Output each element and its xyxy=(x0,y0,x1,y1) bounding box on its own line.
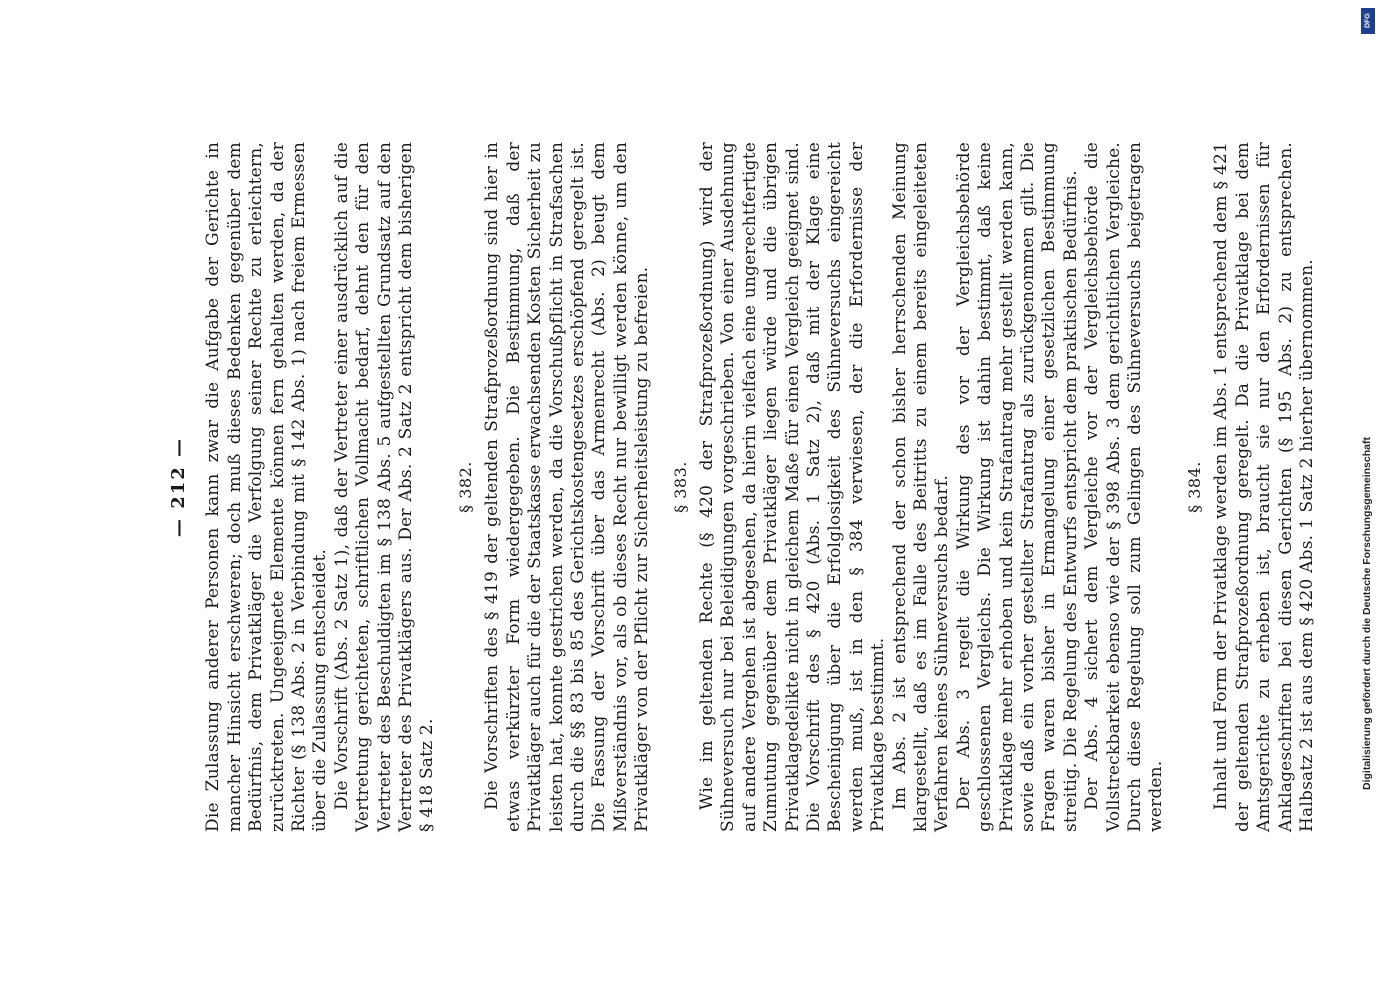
paragraph: Die Vorschriften des § 419 der geltenden Strafprozeßordnung sind hier in etwas verkürzter Form wiedergegeben. Die Bestimmung, daß der Privatkläger auch für die der Staatskasse erwachsenden Kosten Sicherheit zu leisten hat, konnte gestrichen werden, da die Vorschußpflicht in Strafsachen durch die §§ 83 bis 85 des Gerichtskostengesetzes erschöpfend geregelt ist. Die Fassung der Vorschrift über das Armenrecht (Abs. 2) beugt dem Mißverständnis vor, als ob dieses Recht nur bewilligt werden könne, um den Privatkläger von der Pflicht zur Sicherheitsleistung zu befreien. xyxy=(482,142,653,832)
paragraph: Der Abs. 3 regelt die Wirkung des vor der Vergleichsbehörde geschlossenen Vergleichs. Die Wirkung ist dahin bestimmt, daß keine Privatklage mehr erhoben und kein Strafantrag mehr gestellt werden kann, sowie daß ein vorher gestellter Strafantrag als zurückgenommen gilt. Die Fragen waren bisher in Ermangelung einer gesetzlichen Bestimmung streitig. Die Regelung des Entwurfs entspricht dem praktischen Bedürfnis. xyxy=(953,142,1081,832)
section-heading: § 384. xyxy=(1184,461,1204,513)
dfg-logo: DFG xyxy=(1361,8,1375,34)
paragraph: Die Zulassung anderer Personen kann zwar die Aufgabe der Gerichte in mancher Hinsicht erschweren; doch muß dieses Bedenken gegenüber dem Bedürfnis, dem Privatkläger die Verfolgung seiner Rechte zu erleichtern, zurücktreten. Ungeeignete Elemente können fern gehalten werden, da der Richter (§ 138 Abs. 2 in Verbindung mit § 142 Abs. 1) nach freiem Ermessen über die Zulassung entscheidet. xyxy=(203,142,331,832)
paragraph: Inhalt und Form der Privatklage werden im Abs. 1 entsprechend dem § 421 der geltenden Strafprozeßordnung geregelt. Da die Privatklage bei dem Amtsgerichte zu erheben ist, braucht sie nur den Erfordernissen für Anklageschriften bei diesen Gerichten (§ 195 Abs. 2) zu entsprechen. Halbsatz 2 ist aus dem § 420 Abs. 1 Satz 2 hierher übernommen. xyxy=(1211,142,1317,832)
page-content xyxy=(168,142,1318,832)
funding-note-text: Digitalisierung gefördert durch die Deutsche Forschungsgemeinschaft xyxy=(1361,437,1373,790)
page-number: — 212 — xyxy=(168,436,189,538)
section-heading: § 383. xyxy=(670,461,690,513)
paragraph: Die Vorschrift (Abs. 2 Satz 1), daß der Vertreter einer ausdrücklich auf die Vertretung gerichteten, schriftlichen Vollmacht bedarf, dehnt den für den Vertreter des Beschuldigten im § 138 Abs. 5 aufgestellten Grundsatz auf den Vertreter des Privatklägers aus. Der Abs. 2 Satz 2 entspricht dem bisherigen § 418 Satz 2. xyxy=(331,142,438,832)
paragraph: Im Abs. 2 ist entsprechend der schon bisher herrschenden Meinung klargestellt, daß es im Falle des Beitritts zu einem bereits eingeleiteten Verfahren keines Sühneversuchs bedarf. xyxy=(889,142,953,832)
funding-note xyxy=(1359,10,1381,830)
paragraph: Wie im geltenden Rechte (§ 420 der Strafprozeßordnung) wird der Sühneversuch nur bei Beleidigungen vorgeschrieben. Von einer Ausdehnung auf andere Vergehen ist abgesehen, da hierin vielfach eine ungerechtfertigte Zumutung gegenüber dem Privatkläger liegen würde und die übrigen Privatklagedelikte nicht in gleichem Maße für einen Vergleich geeignet sind. Die Vorschrift des § 420 (Abs. 1 Satz 2), daß mit der Klage eine Bescheinigung über die Erfolglosigkeit des Sühneversuchs eingereicht werden muß, ist in den § 384 verwiesen, der die Erfordernisse der Privatklage bestimmt. xyxy=(696,142,889,832)
section-heading: § 382. xyxy=(455,461,475,513)
paragraph: Der Abs. 4 sichert dem Vergleiche vor der Vergleichsbehörde die Vollstreckbarkeit ebenso wie der § 398 Abs. 3 dem gerichtlichen Vergleiche. Durch diese Regelung soll zum Gelingen des Sühneversuchs beigetragen werden. xyxy=(1082,142,1167,832)
